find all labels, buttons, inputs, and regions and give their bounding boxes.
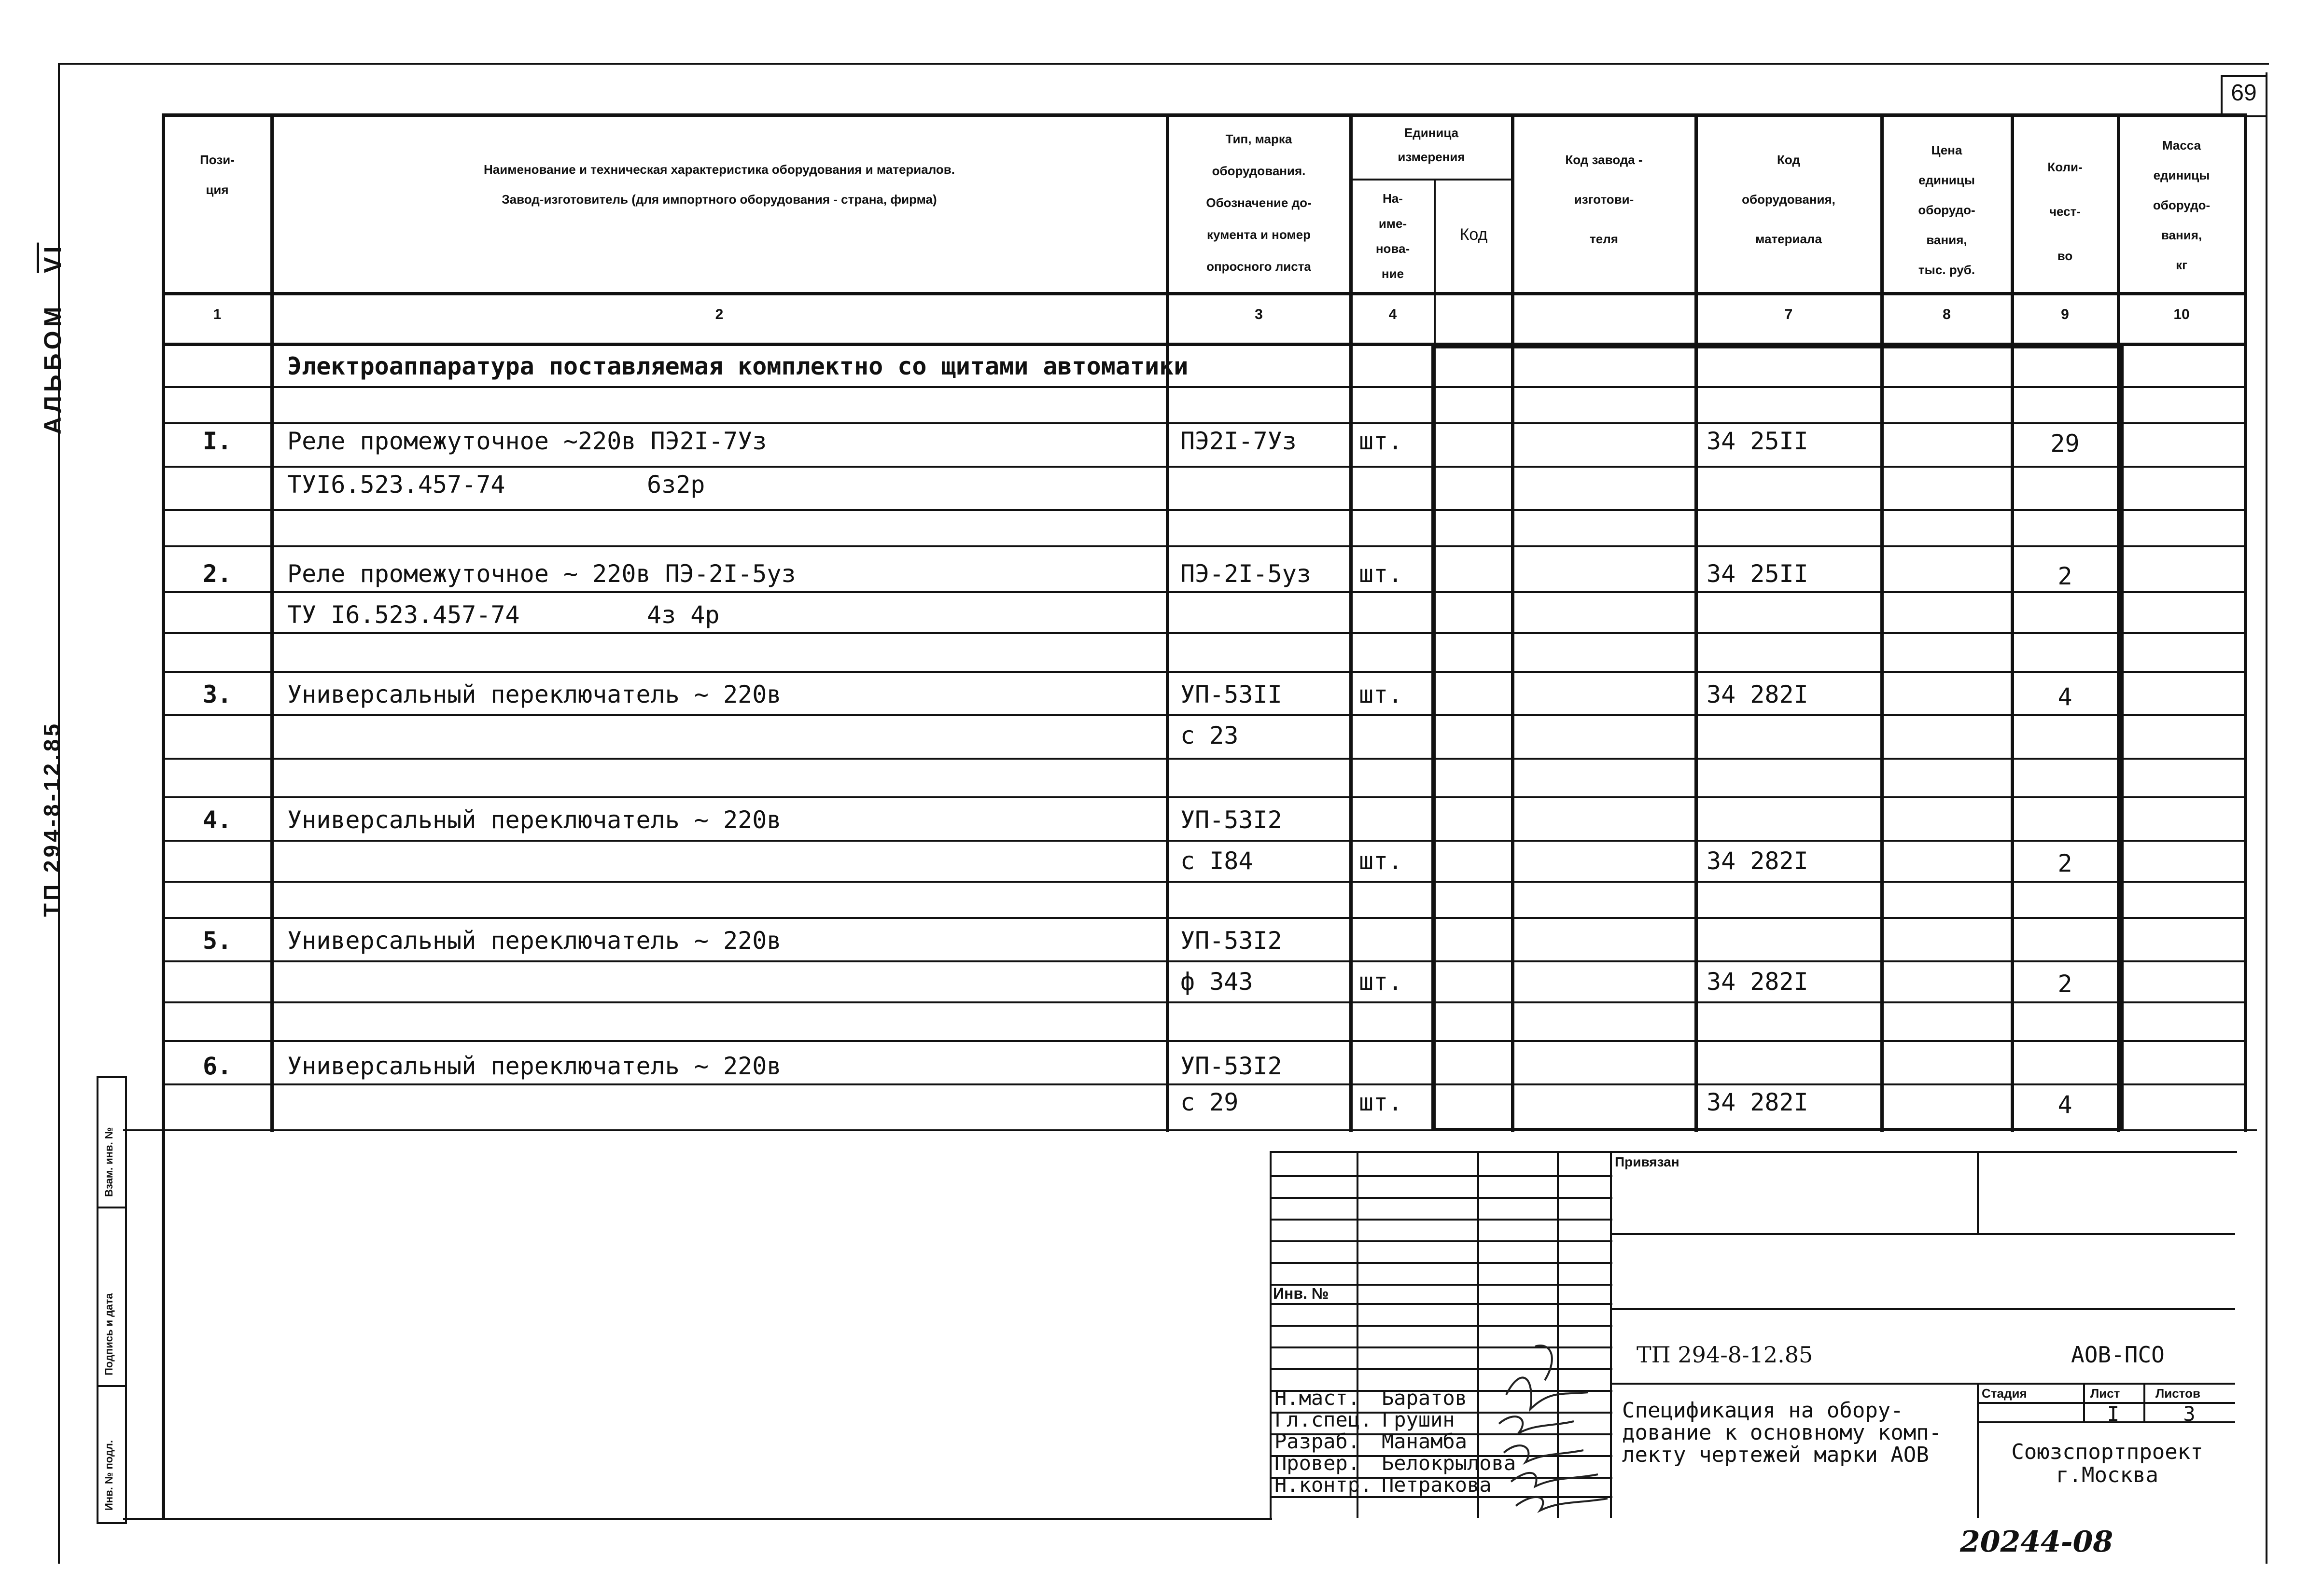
item-2-contacts: 4з 4р (647, 601, 720, 629)
item-3-type: УП-53II (1180, 680, 1282, 708)
tb-stage-label: Стадия (1982, 1386, 2027, 1401)
item-3-pos: 3. (203, 680, 232, 708)
item-6-unit: шт. (1359, 1088, 1403, 1116)
tb-row (1270, 1197, 1612, 1199)
row-line (162, 466, 2245, 468)
row-line (162, 671, 2245, 673)
tb-org-l2: г.Москва (2056, 1463, 2158, 1487)
tb-row (1610, 1233, 2235, 1235)
frame-top (58, 63, 2269, 65)
unit-sub-line (1349, 179, 1513, 180)
item-5-name: Универсальный переключатель ~ 220в (287, 927, 782, 955)
item-1-type: ПЭ2I-7Уз (1180, 427, 1297, 455)
colnum-9: 9 (2061, 306, 2069, 322)
hdr-type-l5: опросного листа (1206, 259, 1311, 274)
stamp-div-1 (97, 1207, 126, 1208)
stamp-vzam: Взам. инв. № (103, 1127, 115, 1197)
hdr-price-l3: оборудо- (1918, 203, 1975, 217)
hdr-price (1883, 135, 2011, 285)
hdr-unit-l1: Единица (1404, 125, 1459, 140)
tb-title-l3: лекту чертежей марки АОВ (1622, 1443, 1929, 1467)
item-4-pos: 4. (203, 806, 232, 834)
tb-name-4: Белокрылова (1382, 1451, 1516, 1475)
tb-name-5: Петракова (1382, 1473, 1492, 1497)
row-line (162, 881, 2245, 883)
row-line (162, 796, 2245, 798)
item-5-type2: ф 343 (1180, 968, 1253, 996)
bold-block (1431, 345, 2124, 1131)
tb-privyazan: Привязан (1615, 1154, 1679, 1169)
row-line (162, 632, 2245, 634)
album-label (39, 243, 67, 434)
hdr-factory-l1: Код завода - (1565, 153, 1643, 167)
hdr-type-l4: кумента и номер (1207, 227, 1311, 242)
stamp-podpis: Подпись и дата (103, 1293, 115, 1375)
item-2-type: ПЭ-2I-5уз (1180, 560, 1311, 588)
hdr-unit-name-l4: ние (1381, 266, 1404, 281)
tb-doc-code: ТП 294-8-12.85 (1637, 1342, 1813, 1368)
tb-org (1979, 1441, 2235, 1487)
hdr-unit (1352, 121, 1511, 169)
tb-row (1270, 1240, 1612, 1242)
hdr-mass-l2: единицы (2153, 168, 2210, 182)
row-line (162, 1040, 2245, 1042)
item-4-name: Универсальный переключатель ~ 220в (287, 806, 782, 834)
item-6-qty: 4 (2057, 1091, 2072, 1119)
tb-role-5: Н.контр. (1274, 1473, 1372, 1497)
item-4-code: 34 282I (1707, 847, 1808, 875)
item-5-pos: 5. (203, 927, 232, 955)
signatures-image (1477, 1337, 1617, 1515)
row-line (162, 840, 2245, 842)
row-line (162, 917, 2245, 919)
row-line (162, 545, 2245, 547)
item-1-code: 34 25II (1707, 427, 1808, 455)
hdr-unit-l2: измерения (1398, 150, 1465, 164)
item-2-spec: ТУ I6.523.457-74 (287, 601, 520, 629)
hdr-factory-l2: изготови- (1574, 192, 1634, 207)
hdr-equip-code (1697, 140, 1880, 259)
album-number: $\overline{VI}$ (39, 242, 66, 273)
tb-row (1610, 1308, 2235, 1310)
row-line (162, 1001, 2245, 1003)
hdr-factory (1513, 140, 1694, 259)
colnum-7: 7 (1784, 306, 1793, 322)
hdr-name-l1: Наименование и техническая характеристика оборудования и материалов. (483, 162, 955, 177)
table-top (162, 113, 2245, 117)
item-2-qty: 2 (2057, 562, 2072, 590)
item-1-spec: ТУI6.523.457-74 (287, 471, 505, 499)
hdr-equip-code-l2: оборудования, (1742, 192, 1835, 207)
item-3-type2: с 23 (1180, 722, 1239, 749)
colnum-4: 4 (1388, 306, 1397, 322)
item-1-contacts: 6з2р (647, 471, 705, 499)
album-text: АЛЬБОМ (39, 303, 66, 434)
tb-role-4: Провер. (1274, 1451, 1360, 1475)
tb-org-l1: Союзспортпроект (2011, 1440, 2203, 1464)
tb-row (1270, 1303, 1612, 1305)
stamp-inv: Инв. № подл. (103, 1440, 115, 1511)
hdr-position-l2: ция (206, 182, 229, 197)
row-line (162, 509, 2245, 511)
item-1-pos: I. (203, 427, 232, 455)
tb-role-1: Н.маст. (1274, 1386, 1360, 1410)
hdr-name (273, 154, 1166, 214)
row-line (162, 386, 2245, 388)
tb-name-3: Манамба (1382, 1429, 1468, 1453)
hdr-mass-l5: кг (2176, 258, 2187, 272)
tb-inv-no: Инв. № (1273, 1285, 1329, 1302)
tb-role-3: Разраб. (1274, 1429, 1360, 1453)
item-6-pos: 6. (203, 1052, 232, 1080)
hdr-type-l2: оборудования. (1212, 164, 1306, 178)
item-2-name: Реле промежуточное ~ 220в ПЭ-2I-5уз (287, 560, 796, 588)
tb-row (1270, 1175, 1612, 1177)
item-5-type: УП-53I2 (1180, 927, 1282, 955)
frame-right (2266, 72, 2267, 1564)
hdr-unit-name-l1: На- (1383, 191, 1403, 206)
item-3-qty: 4 (2057, 683, 2072, 711)
item-6-name: Универсальный переключатель ~ 220в (287, 1052, 782, 1080)
item-2-pos: 2. (203, 560, 232, 588)
item-1-name: Реле промежуточное ~220в ПЭ2I-7Уз (287, 427, 767, 455)
row-line (162, 1083, 2245, 1085)
hdr-type-l1: Тип, марка (1225, 132, 1292, 146)
row-line (162, 714, 2245, 716)
hdr-qty-l2: чест- (2049, 204, 2081, 219)
tb-title-l1: Спецификация на обору- (1622, 1398, 1903, 1423)
item-2-code: 34 25II (1707, 560, 1808, 588)
tb-name-1: Баратов (1382, 1386, 1468, 1410)
hdr-type (1168, 123, 1349, 282)
hdr-price-l4: вания, (1926, 233, 1967, 247)
colnum-8: 8 (1943, 306, 1951, 322)
col-line-1 (270, 113, 274, 1132)
item-4-type: УП-53I2 (1180, 806, 1282, 834)
hdr-mass-l3: оборудо- (2153, 198, 2211, 212)
tb-sheets-label: Листов (2155, 1386, 2200, 1401)
hdr-equip-code-l3: материала (1755, 232, 1822, 246)
hdr-equip-code-l1: Код (1777, 153, 1800, 167)
hdr-price-l5: тыс. руб. (1918, 263, 1975, 277)
item-3-code: 34 282I (1707, 680, 1808, 708)
hdr-unit-name-l2: име- (1378, 216, 1407, 231)
tb-row (1610, 1383, 2235, 1385)
row-line (162, 758, 2245, 760)
section-title: Электроаппаратура поставляемая комплектно со щитами автоматики (287, 352, 1189, 380)
hdr-position (164, 145, 270, 205)
item-5-unit: шт. (1359, 968, 1403, 996)
page-number: 69 (2231, 80, 2257, 106)
item-5-code: 34 282I (1707, 968, 1808, 996)
row-line (162, 422, 2245, 424)
hdr-qty-l3: во (2057, 249, 2073, 263)
row-line (162, 960, 2245, 962)
hdr-factory-l3: теля (1590, 232, 1618, 246)
item-4-unit: шт. (1359, 847, 1403, 875)
item-1-unit: шт. (1359, 427, 1403, 455)
tb-row (1270, 1325, 1612, 1327)
item-6-type2: с 29 (1180, 1088, 1239, 1116)
item-5-qty: 2 (2057, 970, 2072, 998)
hdr-unit-name-l3: нова- (1375, 241, 1410, 256)
col-line-10 (2244, 113, 2247, 1132)
item-2-unit: шт. (1359, 560, 1403, 588)
item-4-type2: с I84 (1180, 847, 1253, 875)
item-4-qty: 2 (2057, 849, 2072, 877)
colnum-2: 2 (715, 306, 724, 322)
item-3-unit: шт. (1359, 680, 1403, 708)
table-end (123, 1518, 1272, 1520)
col-line-0 (162, 113, 165, 1518)
header-bottom (162, 292, 2245, 295)
hdr-mass-l4: вания, (2161, 228, 2202, 242)
tb-row (1270, 1262, 1612, 1264)
hdr-type-l3: Обозначение до- (1206, 195, 1312, 210)
hdr-qty (2013, 145, 2117, 278)
hdr-price-l2: единицы (1918, 173, 1975, 187)
colnum-1: 1 (213, 306, 222, 322)
item-3-name: Универсальный переключатель ~ 220в (287, 680, 782, 708)
colnum-3: 3 (1255, 306, 1263, 322)
hdr-position-l1: Пози- (200, 153, 235, 167)
tb-sheet-label: Лист (2090, 1386, 2120, 1401)
item-6-code: 34 282I (1707, 1088, 1808, 1116)
hdr-mass (2119, 130, 2244, 280)
tb-sheets: 3 (2183, 1402, 2196, 1426)
tb-title (1622, 1400, 1942, 1466)
hdr-unit-name (1352, 186, 1434, 286)
side-doc-code: ТП 294-8-12.85 (39, 721, 64, 917)
tb-title-l2: дование к основному комп- (1622, 1420, 1942, 1445)
colnum-10: 10 (2173, 306, 2190, 322)
tb-row (1270, 1219, 1612, 1221)
tb-name-2: Грушин (1382, 1408, 1455, 1431)
stamp-div-2 (97, 1385, 126, 1387)
item-6-type: УП-53I2 (1180, 1052, 1282, 1080)
archive-number: 20244-08 (1960, 1525, 2113, 1559)
tb-col-e (1977, 1151, 1979, 1233)
tb-sheet: I (2107, 1402, 2120, 1426)
tb-mark: АОВ-ПСО (2071, 1342, 2165, 1368)
hdr-name-l2: Завод-изготовитель (для импортного оборудования - страна, фирма) (502, 192, 937, 207)
item-1-qty: 29 (2050, 430, 2080, 458)
hdr-mass-l1: Масса (2162, 138, 2201, 153)
hdr-qty-l1: Коли- (2047, 160, 2083, 174)
hdr-price-l1: Цена (1931, 143, 1962, 157)
row-line (162, 591, 2245, 593)
tb-role-2: Гл.спец. (1274, 1408, 1372, 1431)
hdr-unit-code: Код (1459, 225, 1488, 244)
